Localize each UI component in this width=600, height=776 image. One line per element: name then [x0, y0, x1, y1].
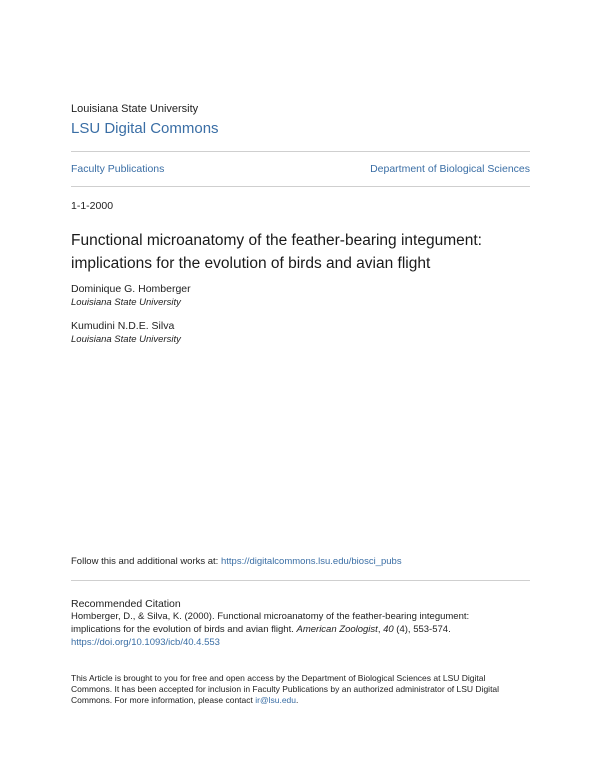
citation-body: Homberger, D., & Silva, K. (2000). Functional microanatomy of the feather-bearing integument: implications for the evolution of birds and avian flight. American Zoologist, 40 (4), 553-574. https://doi.org/10.1093/icb/40.4.553	[71, 611, 470, 648]
notice-line-3: Commons. For more information, please contact	[71, 695, 256, 705]
divider-middle	[71, 186, 530, 187]
follow-text: Follow this and additional works at:	[71, 556, 221, 567]
citation-line-2: implications for the evolution of birds and avian flight.	[71, 624, 297, 635]
citation-heading: Recommended Citation	[71, 598, 181, 610]
department-link[interactable]: Department of Biological Sciences	[370, 163, 530, 175]
citation-line-1: Homberger, D., & Silva, K. (2000). Functional microanatomy of the feather-bearing integument:	[71, 611, 470, 622]
follow-link[interactable]: https://digitalcommons.lsu.edu/biosci_pubs	[220, 556, 402, 567]
publication-date: 1-1-2000	[71, 200, 114, 212]
access-notice	[71, 673, 541, 706]
institution-name: Louisiana State University	[71, 103, 199, 115]
author-2-name: Kumudini N.D.E. Silva	[71, 320, 175, 332]
citation-volume: 40	[383, 624, 394, 635]
citation-journal: American Zoologist	[296, 624, 378, 635]
divider-top	[71, 151, 530, 152]
notice-line-1: This Article is brought to you for free and open access by the Department of Biological Sciences at LSU Digital	[71, 673, 486, 683]
author-1-name: Dominique G. Homberger	[71, 283, 191, 295]
article-title	[71, 229, 530, 275]
citation-doi-link[interactable]: https://doi.org/10.1093/icb/40.4.553	[71, 637, 220, 648]
follow-line	[71, 556, 402, 567]
contact-email-link[interactable]: ir@lsu.edu	[255, 695, 297, 705]
title-line-1: Functional microanatomy of the feather-bearing integument:	[71, 232, 482, 249]
notice-line-2: Commons. It has been accepted for inclusion in Faculty Publications by an authorized administrator of LSU Digital	[71, 684, 500, 694]
collection-row	[71, 163, 530, 175]
notice-end: .	[296, 695, 299, 705]
author-2-affiliation: Louisiana State University	[71, 334, 181, 345]
title-line-2: implications for the evolution of birds and avian flight	[71, 255, 431, 272]
collection-link[interactable]: Faculty Publications	[71, 163, 165, 175]
divider-bottom	[71, 580, 530, 581]
author-1-affiliation: Louisiana State University	[71, 297, 181, 308]
repository-link[interactable]: LSU Digital Commons	[71, 120, 219, 137]
citation-pages: (4), 553-574.	[393, 624, 451, 635]
